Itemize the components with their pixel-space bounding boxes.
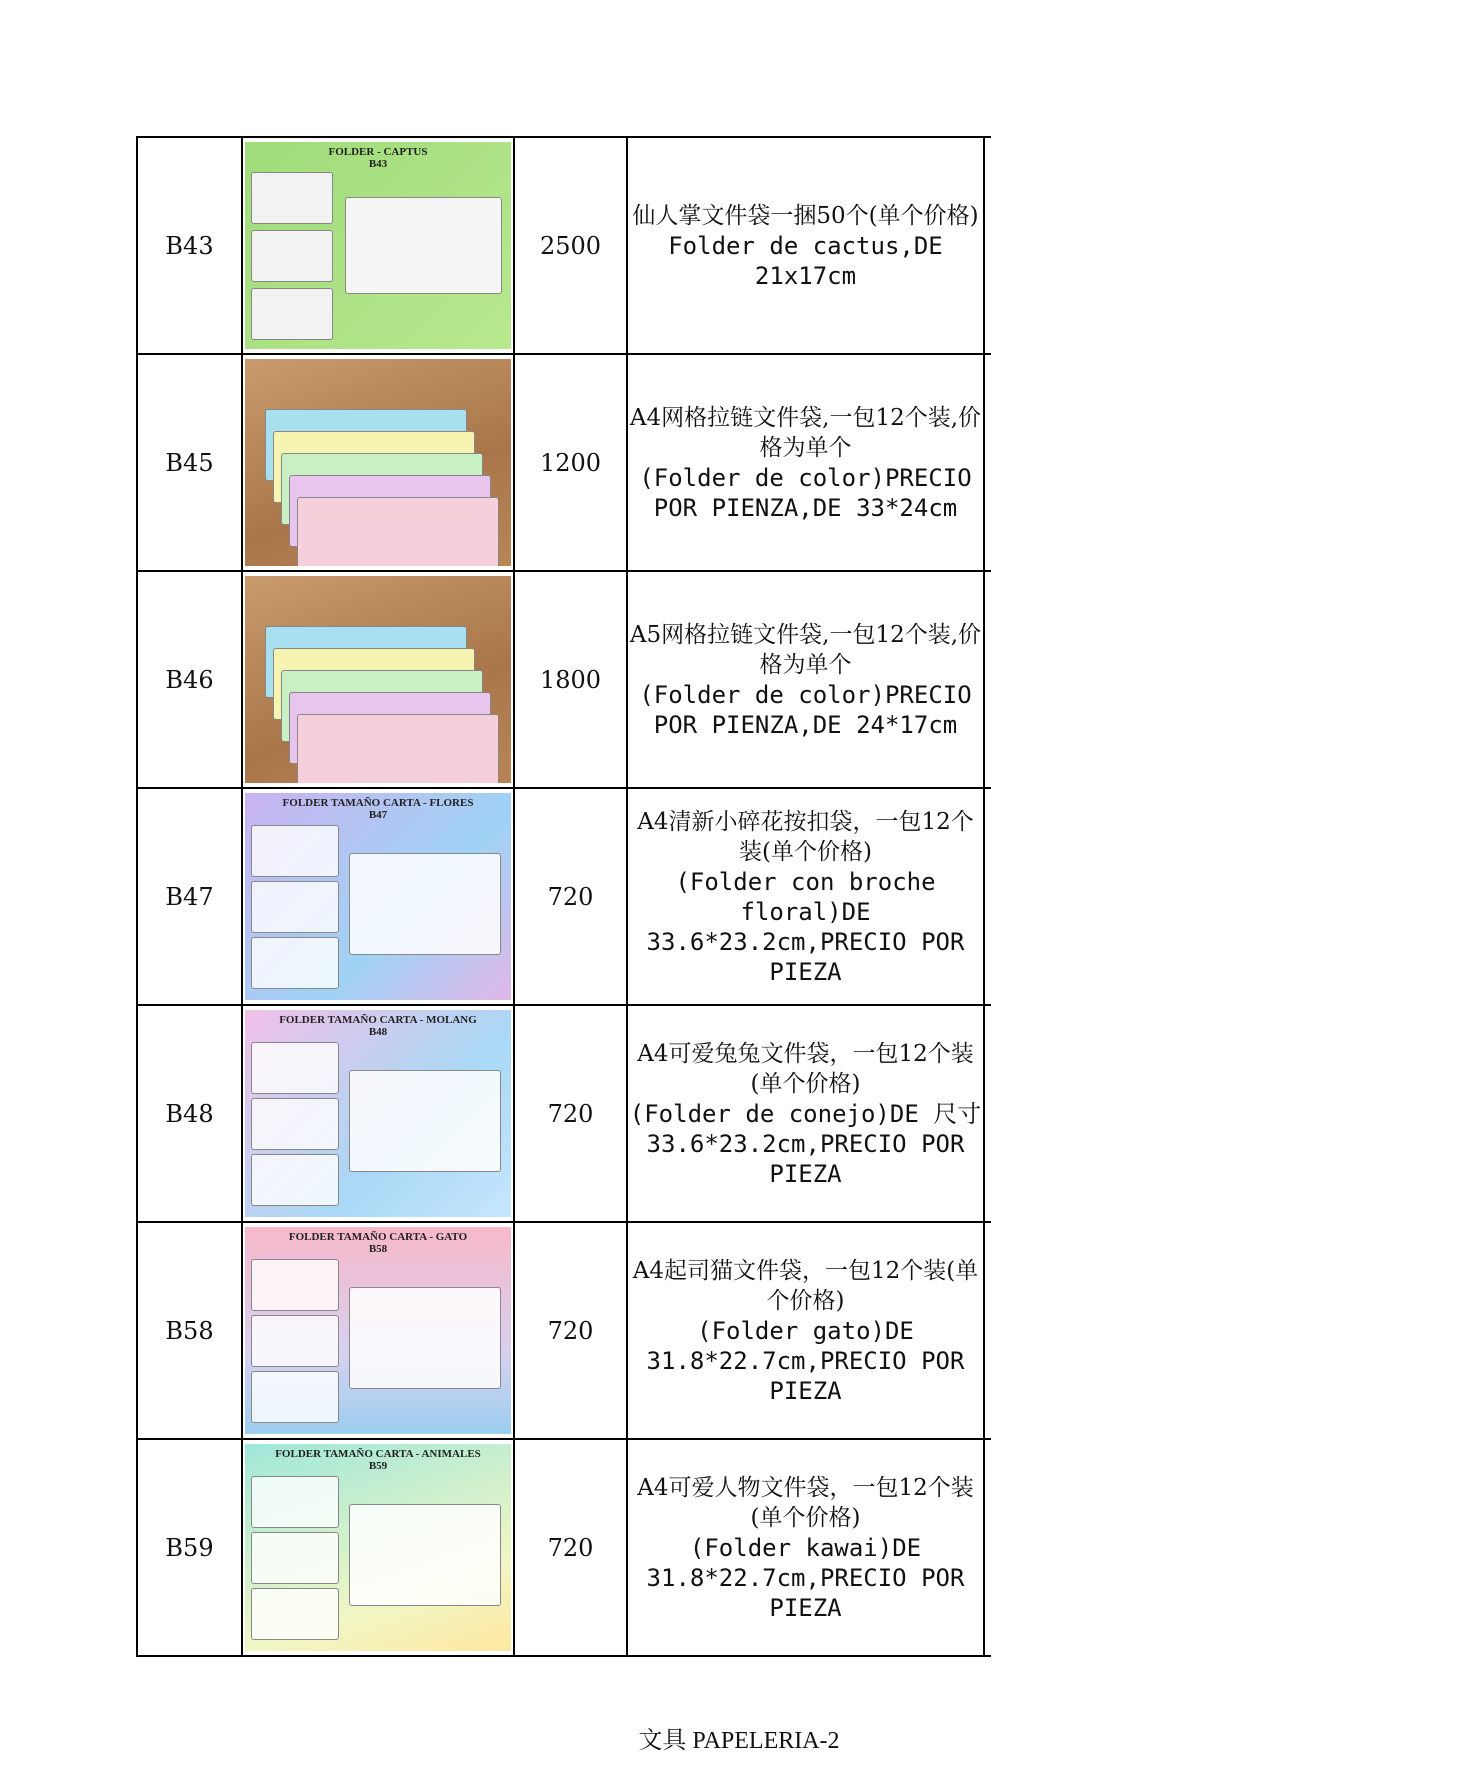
- folder-illustration: [251, 1315, 339, 1367]
- table-edge: [984, 354, 991, 571]
- product-description-es: (Folder gato)DE 31.8*22.7cm,PRECIO POR PIEZA: [646, 1316, 965, 1405]
- product-description-es: Folder de cactus,DE 21x17cm: [668, 231, 943, 290]
- product-row: [137, 354, 991, 571]
- product-image: [245, 1010, 511, 1217]
- product-image-title: FOLDER TAMAÑO CARTA - ANIMALES B59: [275, 1448, 481, 1472]
- page-footer: 文具 PAPELERIA-2: [638, 1728, 840, 1754]
- product-image-cell: [242, 1439, 514, 1656]
- product-description-es: (Folder de color)PRECIO POR PIENZA,DE 24*17cm: [639, 680, 972, 739]
- product-description-es: (Folder con broche floral)DE 33.6*23.2cm,PRECIO POR PIEZA: [646, 867, 965, 986]
- product-image-title: FOLDER TAMAÑO CARTA - FLORES B47: [282, 797, 474, 821]
- product-code: B45: [137, 354, 242, 571]
- product-description-zh: A5网格拉链文件袋,一包12个装,价格为单个: [629, 621, 982, 678]
- product-price: 720: [514, 1005, 627, 1222]
- folder-illustration: [349, 1070, 501, 1172]
- product-description: [627, 1005, 984, 1222]
- product-code: B47: [137, 788, 242, 1005]
- product-code: B43: [137, 137, 242, 354]
- folder-illustration: [349, 853, 501, 955]
- folder-illustration: [251, 172, 333, 224]
- product-image: [245, 1227, 511, 1434]
- product-image-cell: [242, 788, 514, 1005]
- product-price: 720: [514, 788, 627, 1005]
- product-description: [627, 354, 984, 571]
- product-description-zh: A4网格拉链文件袋,一包12个装,价格为单个: [629, 404, 982, 461]
- product-row: [137, 788, 991, 1005]
- product-price: 720: [514, 1439, 627, 1656]
- folder-illustration: [251, 230, 333, 282]
- product-image: [245, 359, 511, 566]
- product-row: [137, 1005, 991, 1222]
- product-row: [137, 137, 991, 354]
- product-image: [245, 576, 511, 783]
- table-edge: [984, 571, 991, 788]
- product-price: 720: [514, 1222, 627, 1439]
- folder-illustration: [251, 1532, 339, 1584]
- product-image-cell: [242, 1222, 514, 1439]
- product-table: [136, 136, 991, 1657]
- product-code: B58: [137, 1222, 242, 1439]
- product-description: [627, 788, 984, 1005]
- product-image-title: FOLDER TAMAÑO CARTA - MOLANG B48: [279, 1014, 477, 1038]
- product-image-cell: [242, 571, 514, 788]
- folder-illustration: [251, 288, 333, 340]
- product-description-zh: A4可爱人物文件袋，一包12个装(单个价格): [637, 1474, 974, 1531]
- folder-illustration: [297, 497, 499, 566]
- product-description-es: (Folder kawai)DE 31.8*22.7cm,PRECIO POR PIEZA: [646, 1533, 965, 1622]
- folder-illustration: [251, 1154, 339, 1206]
- product-description-es: (Folder de color)PRECIO POR PIENZA,DE 33*24cm: [639, 463, 972, 522]
- product-description-es: (Folder de conejo)DE 尺寸 33.6*23.2cm,PRECIO POR PIEZA: [629, 1099, 982, 1188]
- product-image-title: FOLDER - CAPTUS B43: [328, 146, 428, 170]
- product-image: [245, 1444, 511, 1651]
- table-edge: [984, 788, 991, 1005]
- product-price: 2500: [514, 137, 627, 354]
- table-edge: [984, 1222, 991, 1439]
- folder-illustration: [251, 1098, 339, 1150]
- product-description: [627, 1222, 984, 1439]
- product-image-title: FOLDER TAMAÑO CARTA - GATO B58: [288, 1231, 468, 1255]
- product-price: 1800: [514, 571, 627, 788]
- table-edge: [984, 1005, 991, 1222]
- folder-illustration: [251, 1476, 339, 1528]
- product-description: [627, 571, 984, 788]
- product-row: [137, 1439, 991, 1656]
- folder-illustration: [251, 825, 339, 877]
- folder-illustration: [251, 1588, 339, 1640]
- folder-illustration: [251, 1259, 339, 1311]
- folder-illustration: [345, 197, 502, 294]
- product-image: [245, 793, 511, 1000]
- product-code: B59: [137, 1439, 242, 1656]
- folder-illustration: [251, 1371, 339, 1423]
- folder-illustration: [251, 937, 339, 989]
- folder-illustration: [349, 1504, 501, 1606]
- product-image: [245, 142, 511, 349]
- product-price: 1200: [514, 354, 627, 571]
- folder-illustration: [297, 714, 499, 783]
- product-image-cell: [242, 1005, 514, 1222]
- table-edge: [984, 1439, 991, 1656]
- folder-illustration: [251, 881, 339, 933]
- product-image-cell: [242, 354, 514, 571]
- product-description: [627, 137, 984, 354]
- product-description-zh: A4可爱兔兔文件袋，一包12个装(单个价格): [637, 1040, 974, 1097]
- table-edge: [984, 137, 991, 354]
- folder-illustration: [251, 1042, 339, 1094]
- product-description-zh: 仙人掌文件袋一捆50个(单个价格): [632, 202, 979, 229]
- product-description-zh: A4清新小碎花按扣袋，一包12个装(单个价格): [637, 808, 974, 865]
- product-description: [627, 1439, 984, 1656]
- product-description-zh: A4起司猫文件袋，一包12个装(单个价格): [632, 1257, 979, 1314]
- product-image-cell: [242, 137, 514, 354]
- folder-illustration: [349, 1287, 501, 1389]
- product-code: B48: [137, 1005, 242, 1222]
- product-row: [137, 571, 991, 788]
- product-row: [137, 1222, 991, 1439]
- product-code: B46: [137, 571, 242, 788]
